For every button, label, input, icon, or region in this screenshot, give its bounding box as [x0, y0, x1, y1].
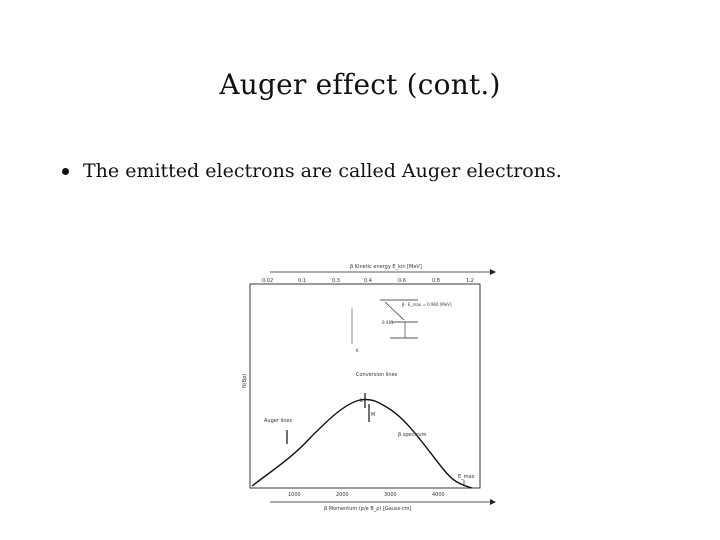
level-scheme-inset: [352, 300, 452, 353]
bullet-text: The emitted electrons are called Auger electrons.: [83, 160, 562, 182]
top-tick-label: 0.3: [332, 278, 340, 284]
m-label: M: [371, 412, 376, 418]
bottom-tick-label: 1000: [288, 492, 301, 498]
conversion-lines-label: Conversion lines: [356, 372, 398, 378]
k-shell-label: K: [356, 348, 359, 353]
bottom-axis-arrowhead-icon: [490, 499, 496, 505]
top-tick-label: 0.8: [432, 278, 440, 284]
e-max-label: E_max: [458, 474, 475, 480]
top-tick-label: 0.02: [262, 278, 274, 284]
bottom-axis-label: β Momentum (p/e B_ρ) [Gauss·cm]: [324, 506, 412, 512]
bottom-tick-label: 4000: [432, 492, 445, 498]
slide-title: Auger effect (cont.): [219, 68, 501, 101]
beta-spectrum-label: β spectrum: [398, 432, 427, 438]
spectrum-plot: [240, 258, 502, 514]
bullet-item: [62, 160, 562, 182]
top-tick-label: 1.2: [466, 278, 474, 284]
level-energy-label: 0.411: [382, 320, 394, 325]
top-axis-arrowhead-icon: [490, 269, 496, 275]
top-tick-labels: [262, 278, 474, 284]
beta-spectrum-figure: [240, 258, 502, 514]
bottom-tick-label: 2000: [336, 492, 349, 498]
top-tick-label: 0.4: [364, 278, 372, 284]
top-tick-label: 0.6: [398, 278, 406, 284]
beta-spectrum-curve: [252, 399, 472, 488]
plot-frame: [250, 284, 480, 488]
top-axis-label: β Kinetic energy E_kin [MeV]: [350, 264, 422, 270]
transition-label: β⁻ E_max = 0.960 [MeV]: [402, 302, 452, 307]
top-tick-label: 0.1: [298, 278, 306, 284]
bullet-dot-icon: [62, 168, 69, 175]
l-label: L: [360, 398, 363, 404]
y-axis-label: N(Bρ): [242, 373, 248, 388]
auger-lines-label: Auger lines: [264, 418, 293, 424]
bottom-tick-label: 3000: [384, 492, 397, 498]
bottom-tick-labels: [288, 492, 445, 498]
